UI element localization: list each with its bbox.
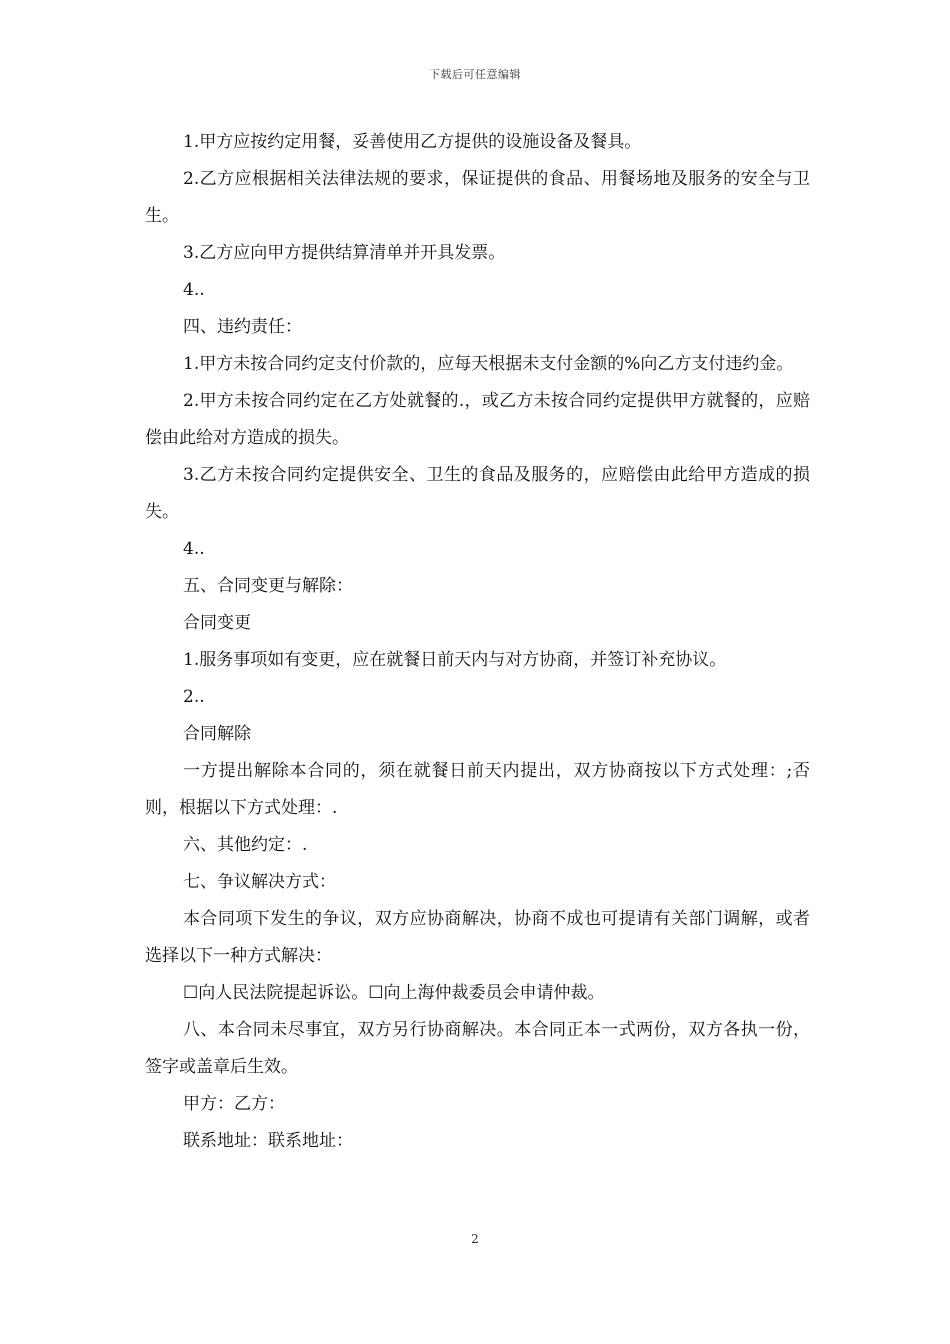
- section-heading: 四、违约责任：: [183, 317, 302, 337]
- paragraph: 3.乙方未按合同约定提供安全、卫生的食品及服务的，应赔偿由此给甲方造成的损失。: [145, 465, 810, 522]
- contact-address: 联系地址：联系地址：: [183, 1131, 353, 1151]
- paragraph: 1.甲方未按合同约定支付价款的，应每天根据未支付金额的%向乙方支付违约金。: [183, 354, 794, 374]
- section-heading: 八、本合同未尽事宜，双方另行协商解决。本合同正本一式两份，双方各执一份，签字或盖章后生效。: [145, 1020, 810, 1077]
- paragraph: 3.乙方应向甲方提供结算清单并开具发票。: [183, 243, 506, 263]
- page-header: 下载后可任意编辑: [429, 68, 521, 81]
- paragraph: 4..: [183, 539, 205, 559]
- page-number: 2: [471, 1232, 479, 1246]
- paragraph: 2..: [183, 687, 205, 707]
- paragraph: 一方提出解除本合同的，须在就餐日前天内提出，双方协商按以下方式处理：;否则，根据以下方式处理：.: [145, 761, 810, 818]
- signature-parties: 甲方：乙方：: [183, 1094, 285, 1114]
- section-heading: 六、其他约定：.: [183, 835, 308, 855]
- paragraph: 1.甲方应按约定用餐，妥善使用乙方提供的设施设备及餐具。: [183, 132, 642, 152]
- checkbox-options-line: ☐向人民法院提起诉讼。☐向上海仲裁委员会申请仲裁。: [183, 983, 605, 1003]
- section-heading: 五、合同变更与解除：: [183, 576, 353, 596]
- section-heading: 七、争议解决方式：: [183, 872, 336, 892]
- subheading: 合同变更: [183, 613, 251, 633]
- document-body: [145, 124, 810, 1160]
- subheading: 合同解除: [183, 724, 251, 744]
- paragraph: 2.甲方未按合同约定在乙方处就餐的.，或乙方未按合同约定提供甲方就餐的，应赔偿由此给对方造成的损失。: [145, 391, 810, 448]
- paragraph: 2.乙方应根据相关法律法规的要求，保证提供的食品、用餐场地及服务的安全与卫生。: [145, 169, 810, 226]
- paragraph: 本合同项下发生的争议，双方应协商解决，协商不成也可提请有关部门调解，或者选择以下一种方式解决：: [145, 909, 810, 966]
- paragraph: 4..: [183, 280, 205, 300]
- paragraph: 1.服务事项如有变更，应在就餐日前天内与对方协商，并签订补充协议。: [183, 650, 727, 670]
